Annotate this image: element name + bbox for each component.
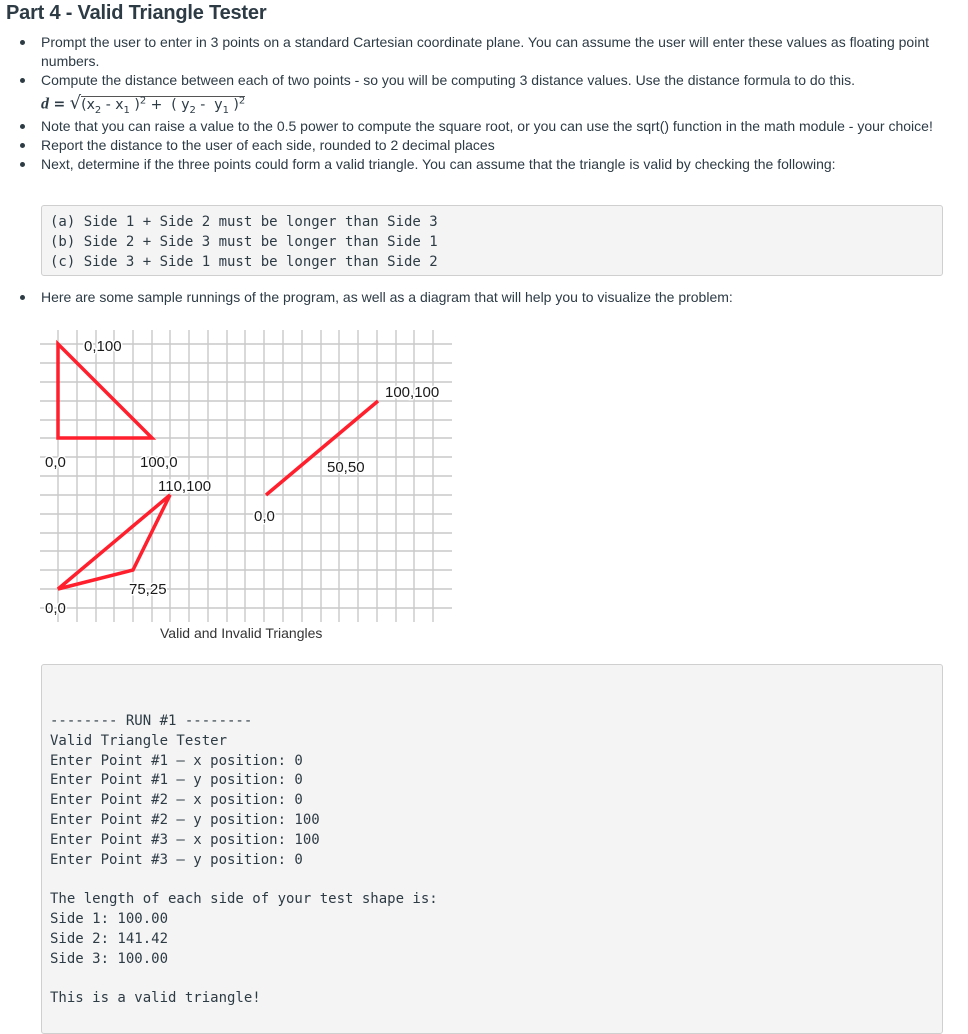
bullet-dot-icon [20, 40, 25, 45]
sqrt-icon: √ [69, 92, 82, 114]
label-line-end: 100,100 [385, 384, 440, 401]
bullet-dot-icon [20, 162, 25, 167]
run-title: Valid Triangle Tester [50, 732, 228, 749]
formula-y2: y [181, 96, 190, 113]
label-t2-origin: 0,0 [45, 600, 66, 617]
sample-run-output [41, 664, 943, 1034]
run-side-2: Side 2: 141.42 [50, 930, 169, 947]
instruction-list [0, 33, 960, 174]
run-side-1: Side 1: 100.00 [50, 910, 169, 927]
label-line-origin: 0,0 [254, 508, 275, 525]
bullet-validity [0, 155, 960, 174]
rule-c: (c) Side 3 + Side 1 must be longer than Side 2 [50, 254, 438, 270]
bullet-text: Prompt the user to enter in 3 points on a standard Cartesian coordinate plane. You can assume the user will enter these values as floating point numbers. [41, 34, 929, 69]
run-blank-line [50, 969, 942, 989]
label-line-mid: 50,50 [327, 459, 365, 476]
run-side-3: Side 3: 100.00 [50, 950, 169, 967]
valid-right-triangle [58, 344, 152, 438]
bullet-sqrt-note [0, 117, 960, 136]
formula-y2-sub: 2 [189, 104, 196, 116]
formula-exp: 2 [139, 95, 147, 106]
formula-x2: x [86, 96, 95, 113]
bullet-dot-icon [20, 295, 25, 300]
formula-y1-sub: 1 [222, 104, 229, 116]
label-t2-top: 110,100 [158, 478, 212, 495]
bullet-text: Report the distance to the user of each side, rounded to 2 decimal places [41, 137, 495, 153]
formula-radicand: ($x_2 - x_1$ )$^2$ + ( $y_2 - y_1$ )$^2$ [81, 95, 246, 116]
grid [40, 330, 452, 622]
run-prompt-p1x: Enter Point #1 – x position: 0 [50, 752, 303, 769]
distance-formula [41, 90, 960, 114]
label-t1-top: 0,100 [84, 338, 122, 355]
rules-code-block [41, 205, 943, 276]
label-t2-mid: 75,25 [129, 581, 167, 598]
formula-x1: x [115, 96, 124, 113]
invalid-collinear-line [266, 401, 378, 495]
formula-exp: 2 [238, 95, 246, 106]
run-prompt-p2y: Enter Point #2 – y position: 100 [50, 811, 320, 828]
run-prompt-p3x: Enter Point #3 – x position: 100 [50, 831, 320, 848]
label-t1-right: 100,0 [140, 454, 178, 471]
run-blank-line [50, 870, 942, 890]
bullet-text: Compute the distance between each of two points - so you will be computing 3 distance values. Use the distance formula to do this. [41, 72, 856, 88]
formula-x2-sub: 2 [94, 104, 102, 116]
label-t1-origin: 0,0 [45, 454, 66, 471]
run-prompt-p1y: Enter Point #1 – y position: 0 [50, 772, 303, 789]
formula-y1: y [214, 96, 223, 113]
run-header: -------- RUN #1 -------- [50, 713, 253, 729]
formula-x1-sub: 1 [123, 104, 130, 116]
page-title: Part 4 - Valid Triangle Tester [6, 2, 267, 24]
formula-equals: = [53, 96, 66, 113]
bullet-dot-icon [20, 124, 25, 129]
bullet-compute-distance [0, 71, 960, 114]
bullet-dot-icon [20, 143, 25, 148]
rule-a: (a) Side 1 + Side 2 must be longer than Side 3 [50, 214, 438, 230]
sample-intro-list [0, 288, 960, 307]
run-result: This is a valid triangle! [50, 990, 261, 1007]
bullet-sample-intro [0, 288, 960, 307]
bullet-text: Here are some sample runnings of the program, as well as a diagram that will help you to visualize the problem: [41, 289, 733, 305]
formula-d: d [41, 95, 49, 113]
run-prompt-p2x: Enter Point #2 – x position: 0 [50, 792, 303, 809]
rule-b: (b) Side 2 + Side 3 must be longer than Side 1 [50, 234, 438, 250]
valid-scalene-triangle [58, 495, 170, 589]
run-prompt-p3y: Enter Point #3 – y position: 0 [50, 851, 303, 868]
bullet-report [0, 136, 960, 155]
bullet-prompt [0, 33, 960, 71]
bullet-text: Note that you can raise a value to the 0.5 power to compute the square root, or you can use the sqrt() function in the math module - your choice! [41, 118, 933, 134]
run-lengths-header: The length of each side of your test shape is: [50, 891, 438, 908]
diagram-caption: Valid and Invalid Triangles [160, 625, 323, 641]
bullet-dot-icon [20, 78, 25, 83]
bullet-text: Next, determine if the three points could form a valid triangle. You can assume that the triangle is valid by checking the following: [41, 156, 836, 172]
